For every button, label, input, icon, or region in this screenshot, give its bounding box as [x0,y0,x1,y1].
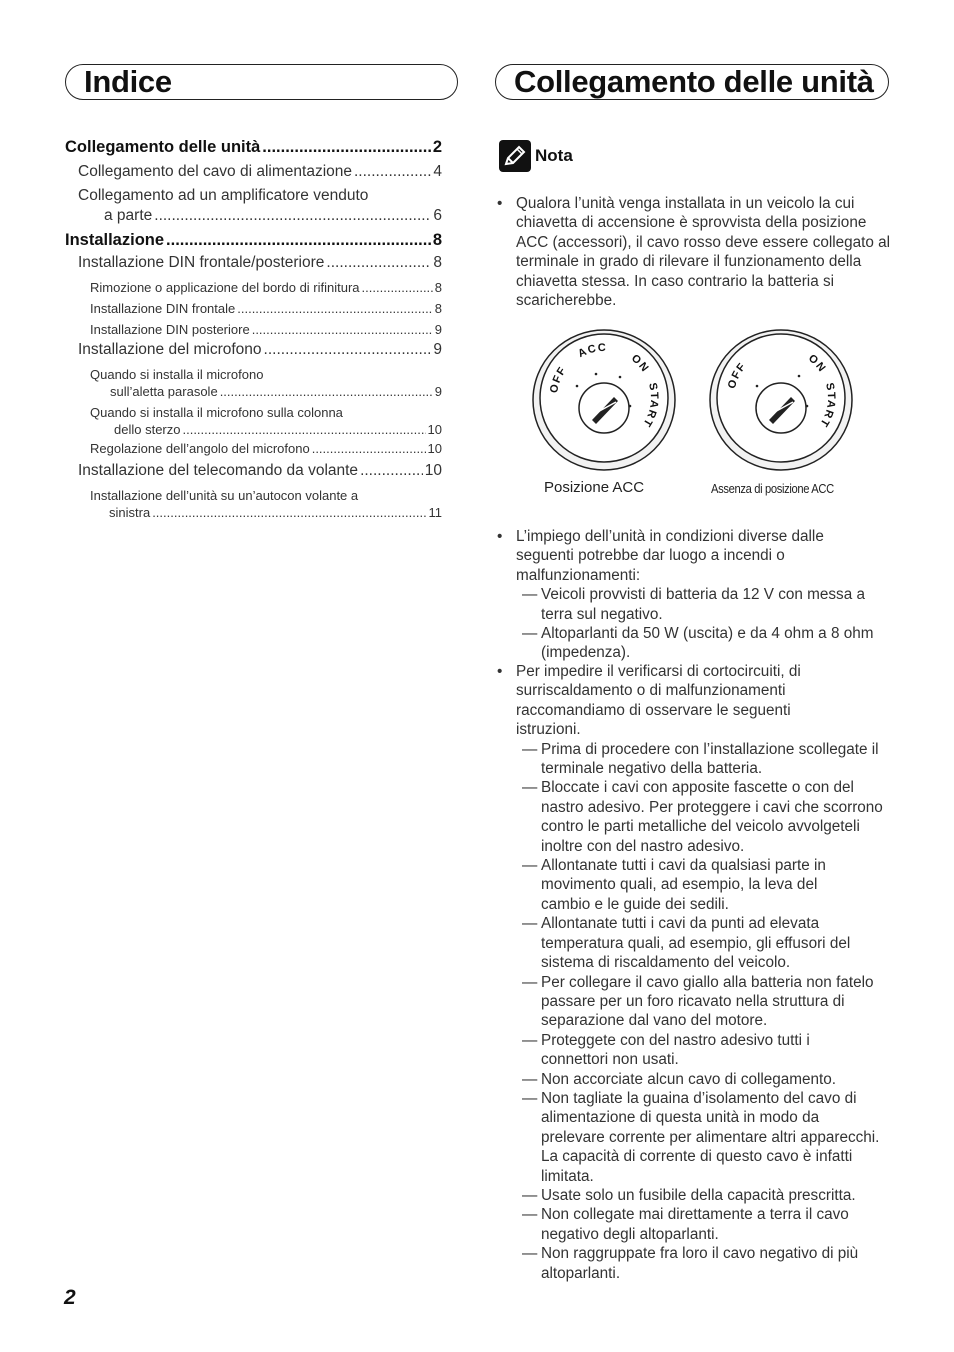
toc-page: 9 [433,341,442,358]
switch-label-off: OFF [725,360,749,391]
toc-entry[interactable] [65,301,442,316]
dash-text: Prima di procedere con l’installazione scollegate il terminale negativo della batteria. [541,740,879,778]
dash-mark: — [522,1206,538,1224]
toc-title-cont: dello sterzo [114,422,181,437]
toc-leader [262,138,431,157]
dash-text: Altoparlanti da 50 W (uscita) e da 4 ohm a 8 ohm (impedenza). [541,625,874,662]
dash-item [497,1089,886,1186]
dash-item [497,914,886,972]
toc-page: 8 [434,280,442,295]
switch-label-acc: ACC [576,341,608,361]
toc-leader [252,322,433,337]
page-number: 2 [64,1286,76,1309]
dash-item [497,856,866,914]
toc-entry[interactable] [65,441,442,456]
dash-mark: — [522,740,538,758]
dash-item [497,1205,886,1244]
toc-leader [264,341,432,359]
toc-page: 9 [434,322,442,337]
toc-page: 6 [433,207,442,224]
toc-page: 10 [427,422,442,437]
dash-item [497,973,886,1031]
nota-heading [499,140,573,172]
ignition-switch-no-acc-illustration [707,324,855,472]
bullet-mark: • [497,195,503,212]
toc-entry[interactable] [65,138,442,157]
toc-entry[interactable] [65,187,442,225]
section-header-indice [65,64,458,100]
toc-leader [360,462,423,480]
dash-text: Non raggruppate fra loro il cavo negativo di più altoparlanti. [541,1245,859,1282]
toc-entry[interactable] [65,488,442,520]
toc-entry[interactable] [65,231,442,250]
header-title-right: Collegamento delle unità [514,64,874,99]
dash-mark: — [522,1245,538,1263]
pencil-note-icon [499,140,531,172]
toc-title: Installazione DIN frontale [90,301,236,316]
dash-mark: — [522,1070,538,1088]
toc-page: 9 [434,384,442,399]
dash-text: Veicoli provvisti di batteria da 12 V con messa a terra sul negativo. [541,586,865,623]
dash-item [497,585,892,624]
toc-title: Installazione del microfono [78,341,262,358]
toc-leader [362,280,433,295]
toc-entry[interactable] [65,280,442,295]
dash-mark: — [522,915,538,933]
dash-text: Non accorciate alcun cavo di collegamento. [541,1070,837,1088]
nota-label: Nota [535,146,573,165]
dash-text: Proteggete con del nastro adesivo tutti i connettori non usati. [541,1031,810,1069]
dash-item [497,1070,886,1089]
toc-entry[interactable] [65,405,442,437]
toc-page: 8 [433,254,442,271]
dash-text: Non tagliate la guaina d’isolamento del cavo di alimentazione di questa unità in modo da prelevare corrente per alimentare altri apparecchi. La capacità di corrente di questo cavo è infatti limitata. [541,1089,880,1185]
toc-leader [166,231,431,250]
dash-mark: — [522,857,538,875]
dash-mark: — [522,779,538,797]
switch-label-start: START [639,381,661,430]
dash-item [497,740,886,779]
dash-mark: — [522,1031,538,1049]
section-header-collegamento [495,64,889,100]
toc-page: 10 [427,441,442,456]
toc-title: Collegamento ad un amplificatore venduto [78,187,369,204]
switch-label-on: ON [805,352,829,376]
note-bullet-conditions [497,527,892,663]
toc-title: Collegamento del cavo di alimentazione [78,163,352,180]
switch-label-on: ON [628,352,652,376]
dash-text: Allontanate tutti i cavi da punti ad elevata temperatura quali, ad esempio, gli effusori del sistema di riscaldamento del veicolo. [541,915,851,972]
toc-leader [237,301,433,316]
toc-title: Quando si installa il microfono sulla colonna [90,405,343,420]
toc-title: Installazione DIN frontale/posteriore [78,254,325,271]
dash-mark: — [522,1089,538,1107]
dash-text: Per collegare il cavo giallo alla batteria non fatelo passare per un foro ricavato nella struttura di separazione dal vano del motore. [541,973,874,1030]
header-title-left: Indice [84,64,172,99]
toc-title-cont: sull’aletta parasole [110,384,218,399]
toc-title: Installazione [65,231,165,249]
toc-entry[interactable] [65,322,442,337]
toc-title: Collegamento delle unità [65,138,261,156]
toc-title: Quando si installa il microfono [90,367,264,382]
toc-title-cont: a parte [104,207,153,224]
toc-title-cont: sinistra [109,505,151,520]
toc-leader [220,384,433,399]
caption-posizione-acc: Posizione ACC [544,479,645,496]
bullet-mark: • [497,528,503,545]
dash-item [497,624,892,663]
toc-entry[interactable] [65,163,442,181]
dash-item [497,778,886,856]
toc-title: Rimozione o applicazione del bordo di rifinitura [90,280,360,295]
toc-entry[interactable] [65,462,442,480]
bullet-mark: • [497,663,503,680]
toc-title: Installazione DIN posteriore [90,322,250,337]
toc-leader [152,505,426,520]
toc-page: 10 [424,462,442,479]
toc-page: 8 [432,231,442,249]
bullet-text: Qualora l’unità venga installata in un veicolo la cui chiavetta di accensione è sprovvista della posizione ACC (accessori), il cavo rosso deve essere collegato al terminale in grado di rilevare il funzionamento della chiavetta stessa. In caso contrario la batteria si scaricherebbe. [516,195,891,310]
bullet-text: L’impiego dell’unità in condizioni diverse dalle seguenti potrebbe dar luogo a incendi o malfunzionamenti: [516,528,824,584]
dash-text: Bloccate i cavi con apposite fascette o con del nastro adesivo. Per proteggere i cavi che scorrono contro le parti metalliche del veicolo avvolgeteli inoltre con del nastro adesivo. [541,779,883,855]
toc-leader [154,207,431,225]
toc-title: Installazione del telecomando da volante [78,462,359,479]
dash-text: Usate solo un fusibile della capacità prescritta. [541,1186,856,1204]
toc-leader [354,163,431,181]
toc-page: 2 [432,138,442,156]
note-bullet-acc [497,194,892,310]
toc-page: 11 [428,505,442,520]
dash-mark: — [522,1186,538,1204]
toc-entry[interactable] [65,341,442,359]
bullet-text: Per impedire il verificarsi di cortocircuiti, di surriscaldamento o di malfunzionamenti raccomandiamo di osservare le seguenti istruzioni. [516,663,801,739]
switch-label-start: START [816,381,838,430]
toc-entry[interactable] [65,254,442,272]
dash-mark: — [522,586,538,604]
toc-leader [326,254,431,272]
toc-title: Regolazione dell’angolo del microfono [90,441,310,456]
toc-entry[interactable] [65,367,442,399]
dash-text: Allontanate tutti i cavi da qualsiasi parte in movimento quali, ad esempio, la leva del cambio e le guide dei sedili. [541,857,826,913]
dash-mark: — [522,973,538,991]
switch-label-off: OFF [548,364,570,395]
table-of-contents [65,138,442,520]
ignition-switch-acc-illustration [530,324,678,472]
note-bullet-precautions [497,662,892,1283]
toc-leader [182,422,425,437]
toc-page: 8 [434,301,442,316]
caption-assenza-acc: Assenza di posizione ACC [711,481,834,496]
toc-page: 4 [433,163,442,180]
dash-mark: — [522,625,538,643]
dash-text: Non collegate mai direttamente a terra il cavo negativo degli altoparlanti. [541,1206,849,1243]
toc-leader [312,441,426,456]
toc-title: Installazione dell’unità su un’autocon volante a [90,488,359,503]
dash-item [497,1186,933,1205]
dash-item [497,1031,856,1070]
dash-item [497,1244,886,1283]
